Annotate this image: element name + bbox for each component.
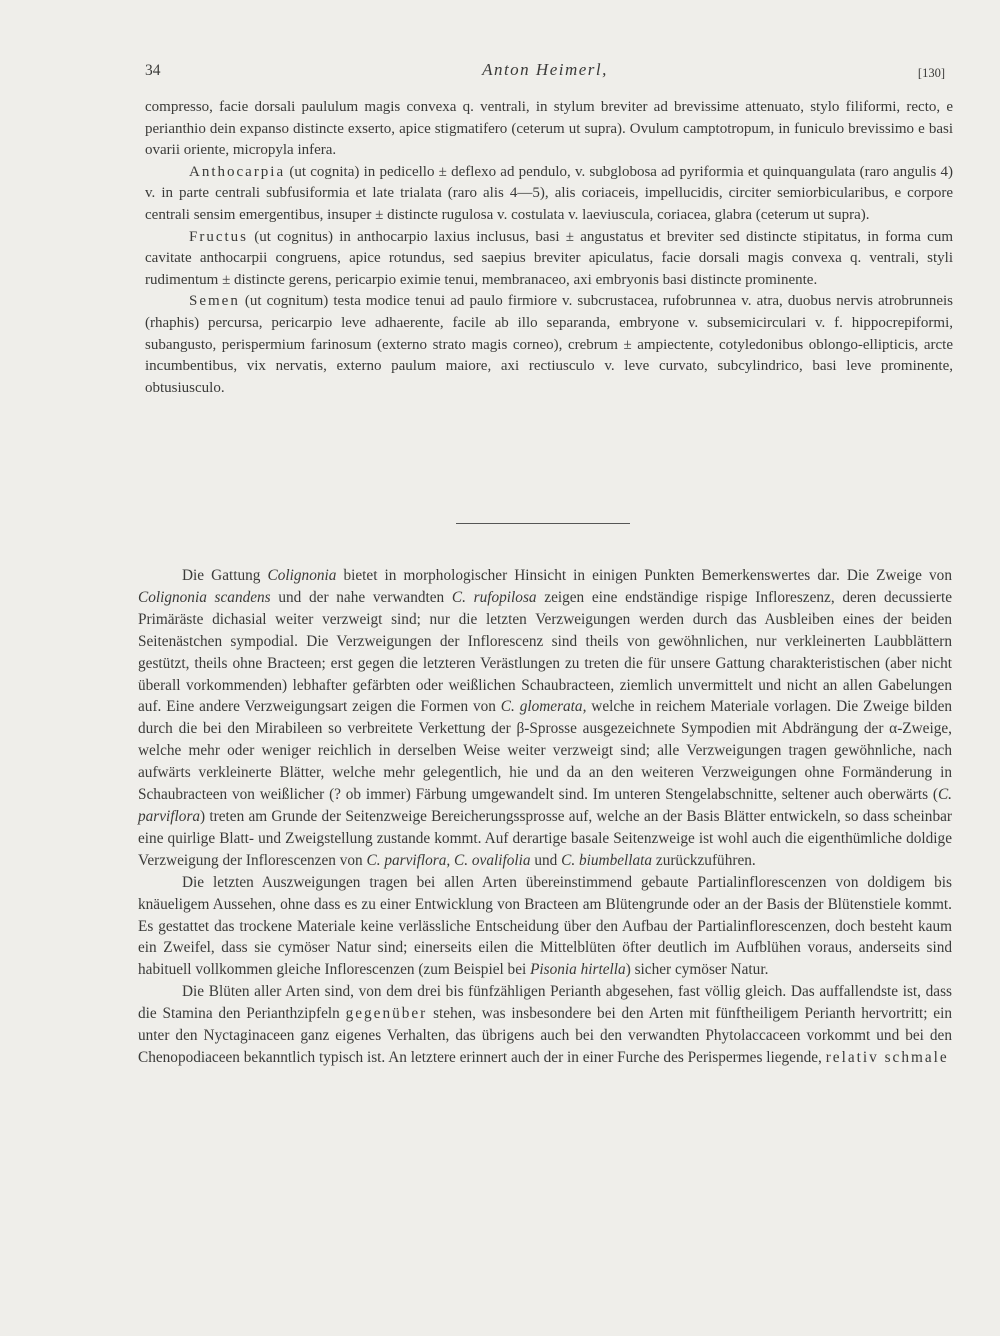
section-divider: [456, 523, 630, 524]
taxon-name: C. rufopilosa: [451, 588, 537, 606]
text-run: bietet in morphologischer Hinsicht in einigen Punkten Bemerkenswertes dar. Die Zweige von: [336, 567, 952, 584]
paragraph-anthocarpia: [145, 162, 953, 227]
paragraph-fructus: [145, 227, 953, 292]
paragraph-verzweigung: [138, 565, 952, 872]
paragraph-text: (ut cognita) in pedicello ± deflexo ad pendulo, v. subglobosa ad pyriformia et quinquangulata (raro angulis 4) v. in parte centrali subfusiformia et late trialata (raro alis 4—5), alis coriaceis, impellucidis, circiter semiorbicularibus, e corpore centrali sensim emergentibus, insuper ± distincte rugulosa v. costulata v. laeviuscula, coriacea, glabra (ceterum ut supra).: [145, 163, 953, 223]
text-run: zurückzuführen.: [652, 851, 756, 869]
term-fructus: Fructus: [189, 228, 248, 245]
german-discussion: [138, 565, 952, 1069]
taxon-name: Colignonia scandens: [138, 588, 271, 606]
taxon-name: C. parviflora: [138, 786, 952, 825]
text-run: und: [530, 851, 562, 869]
term-semen: Semen: [189, 293, 240, 310]
signature-number: [130]: [917, 66, 945, 80]
paragraph-text: (ut cognitus) in anthocarpio laxius inclusus, basi ± angustatus et breviter sed distincte stipitatus, in forma cum cavitate anthocarpii congruens, apice rotundus, sed saepius breviter apiculatus, facie dorsali magis convexa q. ventrali, styli rudimentum ± distincte gerens, pericarpio eximie tenui, membranaceo, axi embryonis basi distincte prominente.: [145, 228, 953, 288]
text-run: stehen, was insbesondere bei den Arten mit fünftheiligem Perianth hervortritt; ein unter den Nyctaginaceen ganz eigenes Verhalten, das übrigens auch bei den verwandten Phytolaccaceen vorkommt und bei den Chenopodiaceen bekanntlich typisch ist. An letztere erinnert auch der in einer Furche des Perispermes liegende,: [138, 1005, 952, 1066]
taxon-name: C. glomerata,: [500, 698, 587, 716]
paragraph-blueten: [138, 981, 952, 1069]
taxon-name: C. parviflora, C. ovalifolia: [366, 851, 531, 869]
taxon-name: Pisonia hirtella: [530, 961, 626, 979]
text-run: zeigen eine endständige rispige Infloreszenz, deren decussierte Primäräste dichasial weiter verzweigt sind; nur die letzten Verzweigungen werden durch das Ausbleiben eines der beiden Seitenästchen sympodial. Die Verzweigungen der Inflorescenz sind theils von gewöhnlichen, nur verkleinerten Laubblättern gestützt, theils ohne Bracteen; erst gegen die letzteren Verästlungen zu treten die für unsere Gattung charakteristischen (aber nicht überall vorkommenden) lebhafter gefärbten oder weißlichen Schaubracteen, ziemlich unvermittelt und nicht an allen Gabelungen auf. Eine andere Verzweigungsart zeigen die Formen von: [138, 588, 952, 716]
running-title: Anton Heimerl,: [482, 60, 608, 79]
text-run: Die letzten Auszweigungen tragen bei allen Arten übereinstimmend gebaute Partialinflorescenzen von doldigem bis knäueligem Aussehen, ohne dass es zu einer Entwicklung von Bracteen am Blütengrunde oder an der Basis der Blütenstiele kommt. Es gestattet das trockene Materiale keine verlässliche Entscheidung über den Aufbau der Partialinflorescenzen, doch besteht kaum ein Zweifel, dass sie cymöser Natur sind; einerseits eilen die Mittelblüten öfter deutlich im Aufblühen voraus, anderseits sind habituell vollkommen gleiche Inflorescenzen (zum Beispiel bei: [138, 873, 952, 979]
text-run: ) sicher cymöser Natur.: [625, 961, 769, 979]
paragraph-semen: [145, 291, 953, 399]
paragraph-ovarium: compresso, facie dorsali paululum magis convexa q. ventrali, in stylum breviter ad brevissime attenuato, stylo filiformi, recto, e perianthio dein expanso distincte exserto, apice stigmatifero (ceterum ut supra). Ovulum camptotropum, in funiculo brevissimo e basi ovarii oriente, micropyla infera.: [145, 99, 953, 159]
text-run: Die Blüten aller Arten sind, von dem drei bis fünfzähligen Perianth abgesehen, fast völlig gleich. Das auffallendste ist, dass die Stamina den Perianthzipfeln: [138, 983, 952, 1023]
text-run: ) treten am Grunde der Seitenzweige Bereicherungssprosse auf, welche an der Basis Blätter entwickeln, so dass scheinbar eine quirlige Blatt- und Zweigstellung zustande kommt. Auf derartige basale Seitenzweige ist wohl auch die eigenthümliche doldige Verzweigung der Inflorescenzen von: [138, 807, 952, 869]
paragraph-text: (ut cognitum) testa modice tenui ad paulo firmiore v. subcrustacea, rufobrunnea v. atra, duobus nervis atrobrunneis (rhaphis) percursa, pericarpio leve adhaerente, facile ab illo separanda, embryone v. subsemicirculari v. f. hippocrepiformi, subangusto, perispermium farinosum (externo strato magis corneo), crebrum ± ampiectente, cotyledonibus oblongo-ellipticis, arcte incumbentibus, vix nervatis, externo paulum maiore, axi rectiusculo v. leve curvato, subcylindrico, basi leve prominente, obtusiusculo.: [145, 293, 953, 396]
taxon-name: Colignonia: [267, 567, 337, 584]
text-run: welche in reichem Materiale vorlagen. Die Zweige bilden durch die bei den Mirabileen so verbreitete Verkettung der β-Sprosse ausgezeichnete Sympodien mit Abdrängung der α-Zweige, welche mehr oder weniger reichlich in derselben Weise weiter verzweigt sind; alle Verzweigungen tragen gewöhnliche, nach aufwärts verkleinerte Blätter, welche mehr gelegentlich, hie und da an den weiteren Verzweigungen ohne Formänderung in Schaubracteen von weißlicher (? ob immer) Färbung umgewandelt sind. Im unteren Stengelabschnitte, seltener auch oberwärts (: [138, 698, 953, 804]
spaced-emphasis: gegenüber: [345, 1005, 428, 1023]
taxon-name: C. biumbellata: [561, 851, 653, 869]
text-run: und der nahe verwandten: [270, 588, 452, 606]
page-number: 34: [145, 62, 161, 79]
running-header: [145, 60, 945, 84]
latin-description: [145, 97, 953, 399]
term-anthocarpia: Anthocarpia: [189, 163, 286, 180]
spaced-emphasis: relativ schmale: [825, 1048, 949, 1066]
paragraph-partialinflorescenzen: [138, 872, 952, 982]
text-run: Die Gattung: [182, 567, 268, 584]
